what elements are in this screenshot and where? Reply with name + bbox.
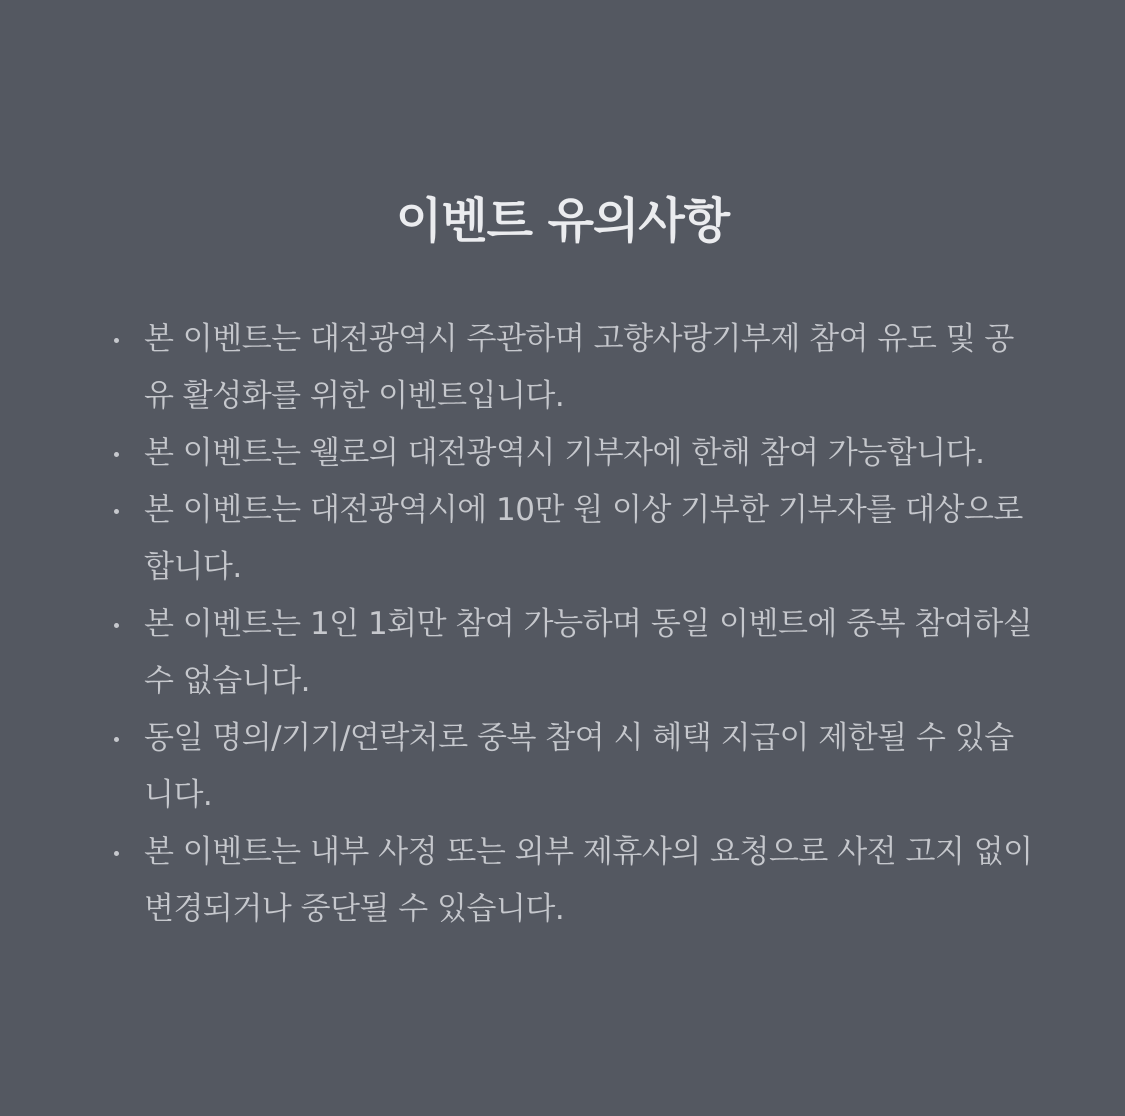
bullet-icon: [114, 509, 119, 514]
notice-text: 본 이벤트는 내부 사정 또는 외부 제휴사의 요청으로 사전 고지 없이 변경되거나 중단될 수 있습니다.: [144, 834, 1033, 927]
bullet-icon: [114, 452, 119, 457]
notice-text: 동일 명의/기기/연락처로 중복 참여 시 혜택 지급이 제한될 수 있습니다.: [144, 720, 1014, 813]
notice-item: [108, 425, 1038, 482]
notice-item: [108, 710, 1038, 824]
notice-item: [108, 596, 1038, 710]
notice-title: 이벤트 유의사항: [395, 193, 730, 249]
notice-item: [108, 482, 1038, 596]
notice-list: [108, 311, 1038, 938]
bullet-icon: [114, 851, 119, 856]
notice-text: 본 이벤트는 대전광역시에 10만 원 이상 기부한 기부자를 대상으로 합니다.: [144, 492, 1023, 585]
bullet-icon: [114, 623, 119, 628]
notice-item: [108, 311, 1038, 425]
notice-item: [108, 824, 1038, 938]
bullet-icon: [114, 338, 119, 343]
notice-text: 본 이벤트는 1인 1회만 참여 가능하며 동일 이벤트에 중복 참여하실 수 없습니다.: [144, 606, 1033, 699]
notice-text: 본 이벤트는 대전광역시 주관하며 고향사랑기부제 참여 유도 및 공유 활성화를 위한 이벤트입니다.: [144, 321, 1014, 414]
bullet-icon: [114, 737, 119, 742]
notice-text: 본 이벤트는 웰로의 대전광역시 기부자에 한해 참여 가능합니다.: [144, 435, 985, 471]
